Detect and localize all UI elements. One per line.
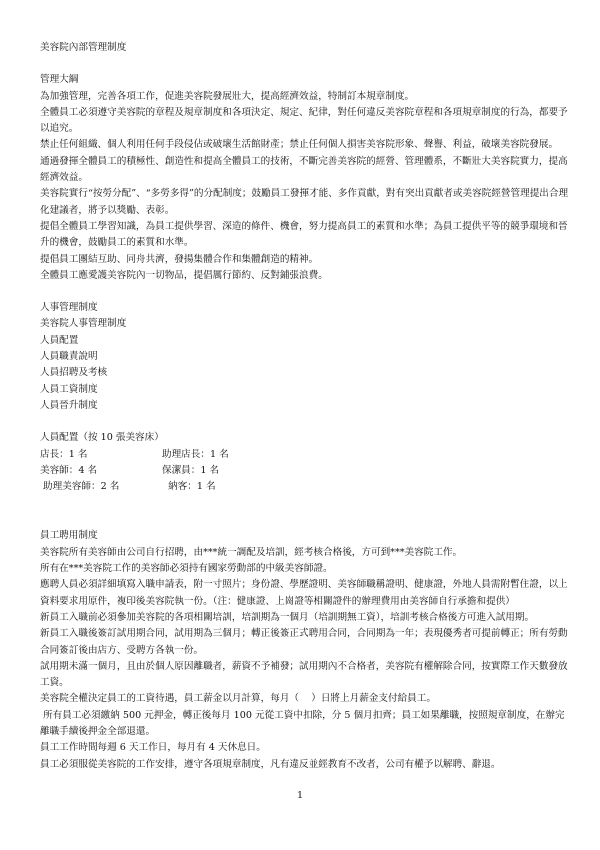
personnel-item: 人員職責說明	[40, 351, 98, 363]
outline-section	[40, 72, 570, 284]
outline-paragraph: 提倡全體員工學習知識，為員工提供學習、深造的條件、機會，努力提高員工的素質和水準；為員工提供平等的競爭環境和晉升的機會，鼓勵員工的素質和水準。	[40, 220, 568, 249]
hiring-paragraph: 員工工作時間每週 6 天工作日，每月有 4 天休息日。	[40, 742, 266, 754]
hiring-paragraph: 試用期未滿一個月，且由於個人原因離職者，薪資不予補發；試用期內不合格者，美容院有權解除合同，按實際工作天數發放工資。	[40, 660, 568, 689]
staffing-cell: 保潔員：1 名	[162, 464, 220, 476]
personnel-item: 人員配置	[40, 334, 79, 346]
staffing-row	[40, 447, 570, 463]
staffing-cell: 納客：1 名	[162, 481, 216, 493]
page-number: 1	[296, 790, 304, 801]
personnel-item: 人員晉升制度	[40, 399, 98, 411]
personnel-heading: 人事管理制度	[40, 302, 98, 314]
hiring-paragraph: 新員工入職後簽訂試用期合同，試用期為三個月；轉正後簽正式聘用合同，合同期為一年；表現優秀者可提前轉正；所有勞動合同簽訂後由店方、受聘方各執一份。	[40, 628, 568, 656]
outline-paragraph: 提倡員工團結互助、同舟共濟，發揚集體合作和集體創造的精神。	[40, 253, 319, 265]
personnel-section	[40, 300, 570, 414]
staffing-row	[40, 463, 570, 479]
outline-paragraph: 通過發揮全體員工的積極性、創造性和提高全體員工的技術，不斷完善美容院的經營、管理體系，不斷壯大美容院實力，提高經濟效益。	[40, 155, 568, 184]
hiring-paragraph: 應聘人員必須詳細填寫入職申請表，附一寸照片；身份證、學歷證明、美容師職稱證明、健康證，外地人員需附暫住證，以上資料要求用原件，複印後美容院執一份。（注：健康證、上崗證等相關證件的辦理費用由美容師自行承擔和提供）	[40, 579, 568, 607]
hiring-paragraph: 美容院所有美容師由公司自行招聘，由***統一調配及培訓，經考核合格後，方可到***美容院工作。	[40, 546, 463, 558]
hiring-paragraph: 美容院全權決定員工的工資待遇，員工薪金以月計算，每月（ ）日將上月薪金支付給員工。	[40, 693, 436, 705]
outline-paragraph: 為加強管理，完善各項工作，促進美容院發展壯大，提高經濟效益，特制訂本規章制度。	[40, 90, 415, 102]
hiring-heading: 員工聘用制度	[40, 530, 98, 542]
staffing-section	[40, 430, 570, 495]
staffing-cell: 助理美容師：2 名	[40, 481, 120, 493]
staffing-cell: 店長：1 名	[40, 448, 88, 460]
hiring-paragraph: 所有在***美容院工作的美容師必須持有國家勞動部的中級美容師證。	[40, 563, 333, 575]
staffing-cell: 助理店長：1 名	[162, 448, 229, 460]
outline-paragraph: 全體員工應愛護美容院內一切物品，提倡厲行節約、反對鋪張浪費。	[40, 269, 328, 281]
hiring-paragraph: 所有員工必須繳納 500 元押金，轉正後每月 100 元從工資中扣除，分 5 個月扣齊；員工如果離職，按照規章制度，在辦完離職手續後押金全部退還。	[40, 709, 565, 737]
staffing-row	[40, 479, 570, 495]
personnel-item: 人員招聘及考核	[40, 367, 108, 379]
document-title: 美容院內部管理制度	[40, 42, 127, 53]
outline-paragraph: 禁止任何組織、個人利用任何手段侵佔或破壞生活館財產；禁止任何個人損害美容院形象、聲譽、利益，破壞美容院發展。	[40, 139, 559, 151]
personnel-item: 美容院人事管理制度	[40, 318, 127, 330]
outline-paragraph: 全體員工必須遵守美容院的章程及規章制度和各項決定、規定、紀律，對任何違反美容院章程和各項規章制度的行為，都要予以追究。	[40, 106, 568, 135]
staffing-cell: 美容師：4 名	[40, 464, 98, 476]
document-page	[40, 40, 570, 773]
personnel-item: 人員工資制度	[40, 383, 98, 395]
outline-heading: 管理大綱	[40, 74, 79, 86]
hiring-section	[40, 528, 570, 772]
staffing-heading: 人員配置（按 10 張美容床）	[40, 432, 164, 444]
hiring-paragraph: 新員工入職前必須參加美容院的各項相關培訓，培訓期為一個月（培訓期無工資），培訓考核合格後方可進入試用期。	[40, 611, 535, 623]
hiring-paragraph: 員工必須服從美容院的工作安排，遵守各項規章制度，凡有違反並經教育不改者，公司有權予以解聘、辭退。	[40, 758, 501, 770]
outline-paragraph: 美容院實行“按勞分配”、“多勞多得”的分配制度；鼓勵員工發揮才能、多作貢獻，對有突出貢獻者或美容院經營管理提出合理化建議者，將予以獎勵、表彰。	[40, 188, 569, 216]
